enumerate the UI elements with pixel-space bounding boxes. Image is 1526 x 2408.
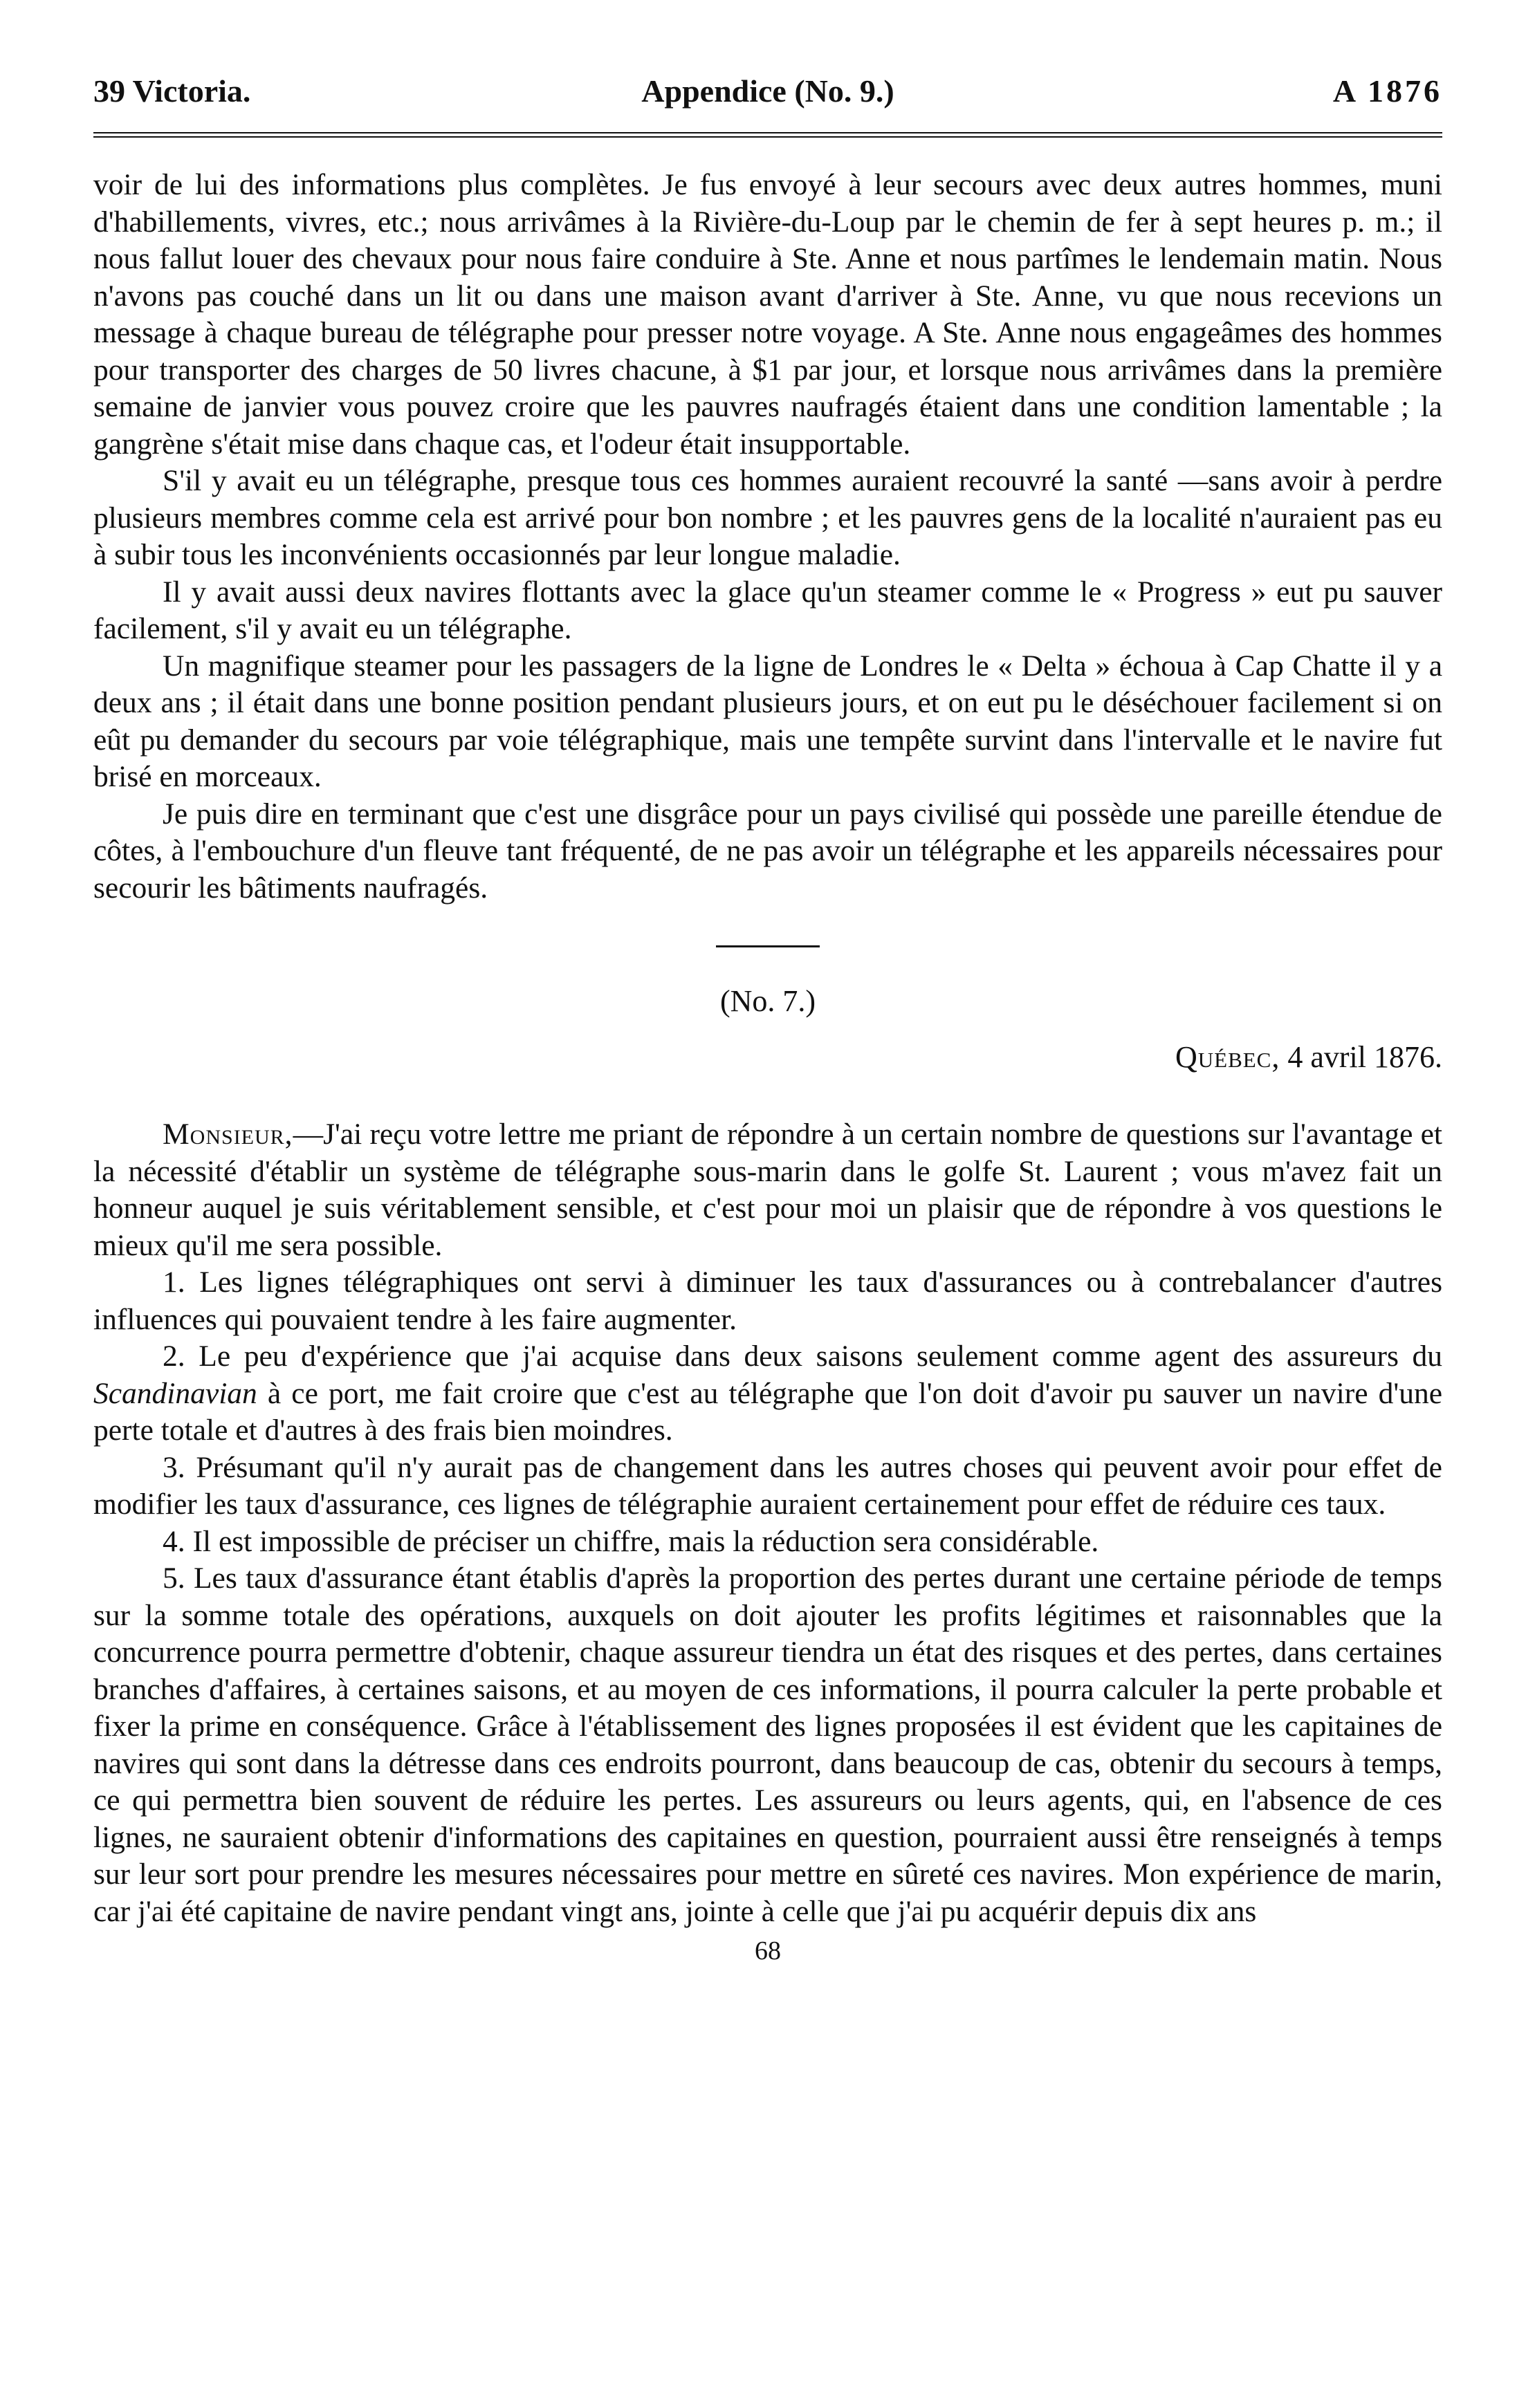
letter-intro-paragraph bbox=[93, 1116, 1442, 1264]
header-session: 39 Victoria. bbox=[93, 73, 251, 109]
page-number: 68 bbox=[755, 1936, 781, 1965]
numbered-item: 4. Il est impossible de préciser un chiffre, mais la réduction sera considérable. bbox=[163, 1524, 1099, 1558]
paragraph: Je puis dire en terminant que c'est une disgrâce pour un pays civilisé qui possède une pareille étendue de côtes, à l'embouchure d'un fleuve tant fréquenté, de ne pas avoir un télégraphe et les appareils nécessaires pour secourir les bâtiments naufragés. bbox=[93, 797, 1442, 905]
body-text bbox=[93, 167, 1442, 907]
numbered-item: 5. Les taux d'assurance étant établis d'après la proportion des pertes durant une certaine période de temps sur la somme totale des opérations, auxquels on doit ajouter les profits légitimes et raisonnables que la concurrence pourra permettre d'obtenir, chaque assureur tiendra un état des risques et des pertes, dans certaines branches d'affaires, à certaines saisons, et au moyen de ces informations, il pourra calculer la perte probable et fixer la prime en conséquence. Grâce à l'établissement des lignes proposées il est évident que les capitaines de navires qui sont dans la détresse dans ces endroits pourront, dans beaucoup de cas, obtenir du secours à temps, ce qui permettra bien souvent de réduire les pertes. Les assureurs ou leurs agents, qui, en l'absence de ces lignes, ne sauraient obtenir d'informations des capitaines en question, pourraient aussi être renseignés à temps sur leur sort pour prendre les mesures nécessaires pour mettre en sûreté ces navires. Mon expérience de marin, car j'ai été capitaine de navire pendant vingt ans, jointe à celle que j'ai pu acquérir depuis dix ans bbox=[93, 1562, 1442, 1928]
numbered-item: 3. Présumant qu'il n'y aurait pas de changement dans les autres choses qui peuvent avoir pour effet de modifier les taux d'assurance, ces lignes de télégraphie auraient certainement pour effet de réduire ces taux. bbox=[93, 1450, 1442, 1521]
salutation: Monsieur, bbox=[163, 1118, 293, 1151]
letter-intro: —J'ai reçu votre lettre me priant de répondre à un certain nombre de questions sur l'avantage et la nécessité d'établir un système de télégraphe sous-marin dans le golfe St. Laurent ; vous m'avez fait un honneur auquel je suis véritablement sensible, et c'est pour moi un plaisir que de répondre à vos questions le mieux qu'il me sera possible. bbox=[93, 1118, 1442, 1262]
section-divider bbox=[716, 945, 820, 947]
document-page bbox=[93, 73, 1442, 1966]
numbered-item: 1. Les lignes télégraphiques ont servi à diminuer les taux d'assurances ou à contrebalancer d'autres influences qui pouvaient tendre à les faire augmenter. bbox=[93, 1266, 1442, 1336]
dateline-date: 4 avril 1876. bbox=[1287, 1040, 1442, 1074]
paragraph: Un magnifique steamer pour les passagers de la ligne de Londres le « Delta » échoua à Cap Chatte il y a deux ans ; il était dans une bonne position pendant plusieurs jours, et on eut pu le déséchouer facilement si on eût pu demander du secours par voie télégraphique, mais une tempête survint dans l'intervalle et le navire fut brisé en morceaux. bbox=[93, 649, 1442, 793]
paragraph: Il y avait aussi deux navires flottants avec la glace qu'un steamer comme le « Progress » eut pu sauver facilement, s'il y avait eu un télégraphe. bbox=[93, 575, 1442, 645]
paragraph: voir de lui des informations plus complètes. Je fus envoyé à leur secours avec deux autres hommes, muni d'habillements, vivres, etc.; nous arrivâmes à la Rivière-du-Loup par le chemin de fer à sept heures p. m.; il nous fallut louer des chevaux pour nous faire conduire à Ste. Anne et nous partîmes le lendemain matin. Nous n'avons pas couché dans un lit ou dans une maison avant d'arriver à Ste. Anne, vu que nous recevions un message à chaque bureau de télégraphe pour presser notre voyage. A Ste. Anne nous engageâmes des hommes pour transporter des charges de 50 livres chacune, à $1 par jour, et lorsque nous arrivâmes dans la première semaine de janvier vous pouvez croire que les pauvres naufragés étaient dans une condition lamentable ; la gangrène s'était mise dans chaque cas, et l'odeur était insupportable. bbox=[93, 168, 1442, 461]
item-text: à ce port, me fait croire que c'est au télégraphe que l'on doit d'avoir pu sauver un navire d'une perte totale et d'autres à des frais bien moindres. bbox=[93, 1376, 1442, 1447]
dateline bbox=[93, 1039, 1442, 1075]
section-title: (No. 7.) bbox=[719, 984, 816, 1018]
dateline-city: Québec, bbox=[1175, 1040, 1280, 1074]
header-year: A 1876 bbox=[1332, 73, 1442, 109]
letter-body bbox=[93, 1116, 1442, 1930]
item-text: 2. Le peu d'expérience que j'ai acquise dans deux saisons seulement comme agent des assureurs du bbox=[163, 1340, 1442, 1373]
running-header bbox=[93, 73, 1442, 121]
header-double-rule bbox=[93, 132, 1442, 138]
paragraph: S'il y avait eu un télégraphe, presque tous ces hommes auraient recouvré la santé —sans avoir à perdre plusieurs membres comme cela est arrivé pour bon nombre ; et les pauvres gens de la localité n'auraient pas eu à subir tous les inconvénients occasionnés par leur longue maladie. bbox=[93, 464, 1442, 571]
ship-name: Scandinavian bbox=[93, 1376, 257, 1410]
header-appendix: Appendice (No. 9.) bbox=[641, 73, 894, 109]
numbered-item bbox=[93, 1338, 1442, 1450]
